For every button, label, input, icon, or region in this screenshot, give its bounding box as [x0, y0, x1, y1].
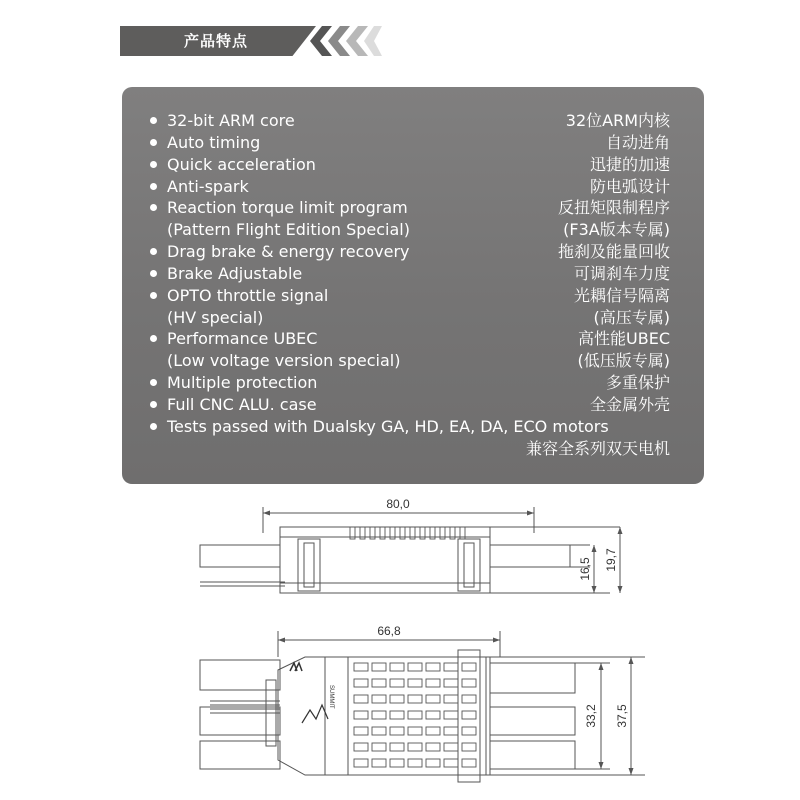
top-wire-left-2: [200, 707, 280, 735]
mountain-logo-icon: [302, 705, 328, 723]
feature-text-cn: 防电弧设计: [589, 176, 670, 196]
dim-side-length: 80,0: [386, 497, 410, 511]
top-endcap-left: [278, 657, 325, 775]
feature-text-cn: 高性能UBEC: [578, 329, 670, 349]
feature-text-cn: 拖刹及能量回收: [557, 242, 670, 262]
feature-text-cn: 迅捷的加速: [589, 154, 670, 174]
feature-text-en: 32-bit ARM core: [167, 111, 295, 130]
top-wire-left-3: [200, 741, 280, 769]
feature-text-en: (Pattern Flight Edition Special): [167, 220, 410, 240]
chevron-arrows-icon: [308, 26, 382, 56]
feature-text-cn: (高压专属): [593, 307, 670, 327]
feature-text-cn: 光耦信号隔离: [573, 285, 670, 305]
feature-text-en: Brake Adjustable: [167, 263, 303, 283]
bullet-icon: [150, 423, 157, 430]
dim-top-length: 66,8: [377, 624, 401, 638]
top-wire-right-1: [490, 663, 575, 693]
dim-side-height-outer: 19,7: [604, 548, 618, 572]
feature-text-en: Multiple protection: [167, 373, 318, 393]
bullet-icon: [150, 379, 157, 386]
feature-item: [150, 132, 680, 154]
dim-side-height-inner: 16,5: [578, 557, 592, 581]
feature-text-en: Tests passed with Dualsky GA, HD, EA, DA, ECO motors: [167, 416, 609, 436]
feature-text-en: Full CNC ALU. case: [167, 394, 317, 414]
dim-top-width-inner: 33,2: [584, 704, 598, 728]
top-wire-right-2: [490, 707, 575, 735]
feature-item: [150, 416, 680, 438]
side-wire-right: [490, 545, 570, 567]
bullet-icon: [150, 183, 157, 190]
side-wire-left: [200, 545, 280, 567]
brand-mark-icon: [290, 663, 302, 671]
bullet-icon: [150, 117, 157, 124]
feature-item: [150, 110, 680, 132]
feature-item: [150, 394, 680, 416]
feature-text-en: Quick acceleration: [167, 154, 316, 174]
feature-item: [150, 241, 680, 263]
feature-text-en: (Low voltage version special): [167, 351, 401, 371]
feature-item: [150, 219, 680, 241]
dimension-drawing: [190, 495, 650, 795]
feature-text-cn: 可调刹车力度: [573, 263, 670, 283]
feature-item: [150, 176, 680, 198]
bullet-icon: [150, 204, 157, 211]
feature-item: [150, 263, 680, 285]
bullet-icon: [150, 401, 157, 408]
feature-item: [150, 438, 680, 460]
feature-text-cn: 32位ARM内核: [565, 111, 670, 130]
feature-item: [150, 197, 680, 219]
feature-text-en: Auto timing: [167, 132, 261, 152]
feature-text-en: Performance UBEC: [167, 329, 318, 349]
bullet-icon: [150, 161, 157, 168]
dim-top-width-outer: 37,5: [615, 704, 629, 728]
feature-item: [150, 285, 680, 307]
feature-text-en: (HV special): [167, 307, 264, 327]
top-wire-left-1: [200, 660, 280, 690]
feature-text-en: Reaction torque limit program: [167, 198, 408, 218]
feature-text-cn: 全金属外壳: [589, 394, 670, 414]
top-wire-right-3: [490, 741, 575, 769]
feature-item: [150, 307, 680, 329]
bullet-icon: [150, 270, 157, 277]
feature-text-cn: (低压版专属): [577, 351, 670, 371]
feature-item: [150, 372, 680, 394]
feature-text-cn: 兼容全系列双天电机: [525, 438, 670, 458]
feature-text-en: Anti-spark: [167, 176, 249, 196]
bullet-icon: [150, 335, 157, 342]
section-title: 产品特点: [184, 32, 249, 50]
feature-text-cn: 多重保护: [605, 373, 670, 393]
feature-text-cn: (F3A版本专属): [563, 220, 670, 240]
feature-item: [150, 328, 680, 350]
feature-text-en: Drag brake & energy recovery: [167, 242, 410, 262]
feature-text-cn: 反扭矩限制程序: [557, 198, 670, 218]
feature-item: [150, 154, 680, 176]
feature-item: [150, 350, 680, 372]
feature-text-en: OPTO throttle signal: [167, 285, 329, 305]
bullet-icon: [150, 139, 157, 146]
bullet-icon: [150, 292, 157, 299]
feature-text-cn: 自动进角: [605, 132, 670, 152]
feature-list: [150, 110, 680, 460]
brand-label: SUMMIT: [328, 685, 334, 709]
bullet-icon: [150, 248, 157, 255]
